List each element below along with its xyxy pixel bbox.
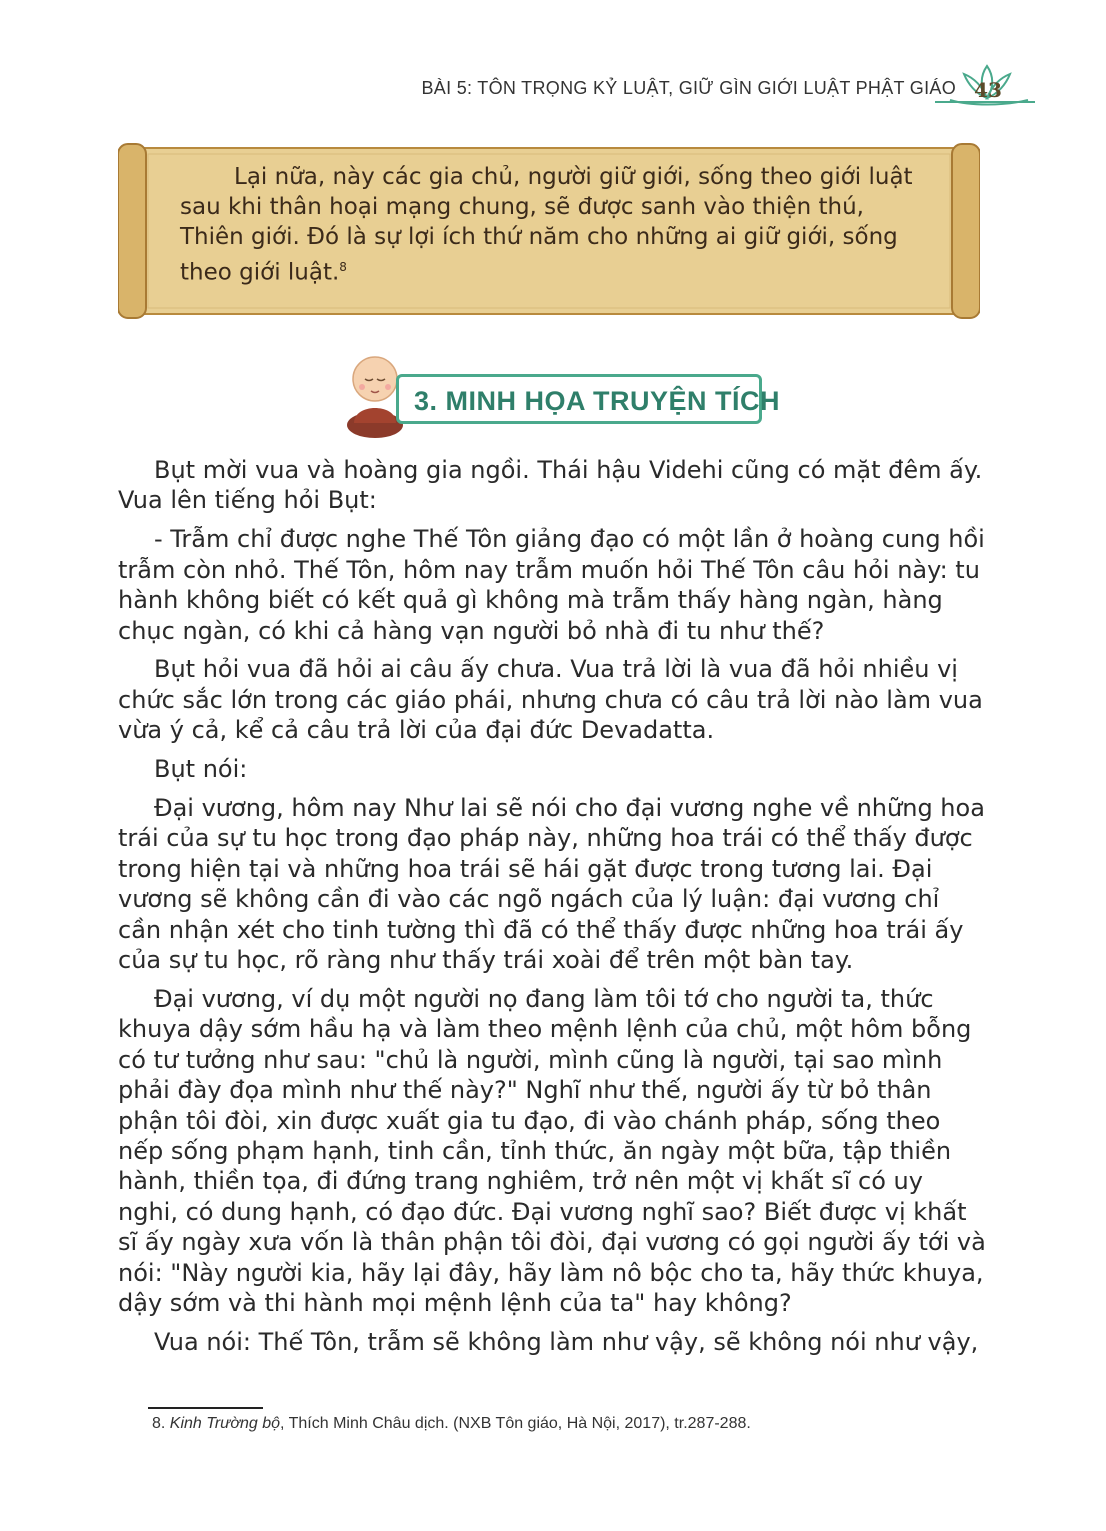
paragraph: Bụt mời vua và hoàng gia ngồi. Thái hậu Videhi cũng có mặt đêm ấy. Vua lên tiếng hỏi Bụt: <box>118 456 983 515</box>
paragraph: - Trẫm chỉ được nghe Thế Tôn giảng đạo có một lần ở hoàng cung hồi trẫm còn nhỏ. Thế Tôn, hôm nay trẫm muốn hỏi Thế Tôn câu hỏi này: tu hành không biết có kết quả gì không mà trẫm thấy hàng ngàn, hàng chục ngàn, có khi cả hàng vạn người bỏ nhà đi tu như thế? <box>118 525 985 645</box>
footnote <box>152 1415 751 1433</box>
footnote-divider <box>148 1407 263 1409</box>
quote-text: Lại nữa, này các gia chủ, người giữ giới, sống theo giới luật sau khi thân hoại mạng chung, sẽ được sanh vào thiện thú, Thiên giới. Đó là sự lợi ích thứ năm cho những ai giữ giới, sống theo giới luật. <box>180 164 913 286</box>
footnote-book-title: Kinh Trường bộ <box>169 1415 281 1432</box>
paragraph: Đại vương, hôm nay Như lai sẽ nói cho đại vương nghe về những hoa trái của sự tu học trong đạo pháp này, những hoa trái có thể thấy được trong hiện tại và những hoa trái sẽ hái gặt được trong tương lai. Đại vương sẽ không cần đi vào các ngõ ngách của lý luận: đại vương chỉ cần nhận xét cho tinh tường thì đã có thể thấy được những hoa trái ấy của sự tu học, rõ ràng như thấy trái xoài để trên một bàn tay. <box>118 794 985 975</box>
story-body <box>118 455 988 1366</box>
footnote-number: 8. <box>152 1415 166 1432</box>
page-number: 43 <box>974 78 1002 102</box>
footnote-details: , Thích Minh Châu dịch. (NXB Tôn giáo, Hà Nội, 2017), tr.287-288. <box>280 1415 751 1432</box>
scroll-quote <box>180 162 930 288</box>
page-header: BÀI 5: TÔN TRỌNG KỶ LUẬT, GIỮ GÌN GIỚI LUẬT PHẬT GIÁO <box>421 78 956 98</box>
paragraph: Bụt hỏi vua đã hỏi ai câu ấy chưa. Vua trả lời là vua đã hỏi nhiều vị chức sắc lớn trong các giáo phái, nhưng chưa có câu trả lời nào làm vua vừa ý cả, kể cả câu trả lời của đại đức Devadatta. <box>118 655 983 745</box>
paragraph: Vua nói: Thế Tôn, trẫm sẽ không làm như vậy, sẽ không nói như vậy, <box>154 1327 979 1356</box>
paragraph: Bụt nói: <box>154 755 248 784</box>
footnote-reference: 8 <box>339 260 347 274</box>
paragraph: Đại vương, ví dụ một người nọ đang làm tôi tớ cho người ta, thức khuya dậy sớm hầu hạ và làm theo mệnh lệnh của chủ, một hôm bỗng có tư tưởng như sau: "chủ là người, mình cũng là người, tại sao mình phải đày đọa mình như thế này?" Nghĩ như thế, người ấy từ bỏ thân phận tôi đòi, xin được xuất gia tu đạo, đi vào chánh pháp, sống theo nếp sống phạm hạnh, tinh cần, tỉnh thức, ăn ngày một bữa, tập thiền hành, thiền tọa, đi đứng trang nghiêm, trở nên một vị khất sĩ có uy nghi, có dung hạnh, có đạo đức. Đại vương nghĩ sao? Biết được vị khất sĩ ấy ngày xưa vốn là thân phận tôi đòi, đại vương có gọi người ấy tới và nói: "Này người kia, hãy lại đây, hãy làm nô bộc cho ta, hãy thức khuya, dậy sớm và thi hành mọi mệnh lệnh của ta" hay không? <box>118 985 986 1318</box>
section-title: 3. MINH HỌA TRUYỆN TÍCH <box>414 386 781 416</box>
